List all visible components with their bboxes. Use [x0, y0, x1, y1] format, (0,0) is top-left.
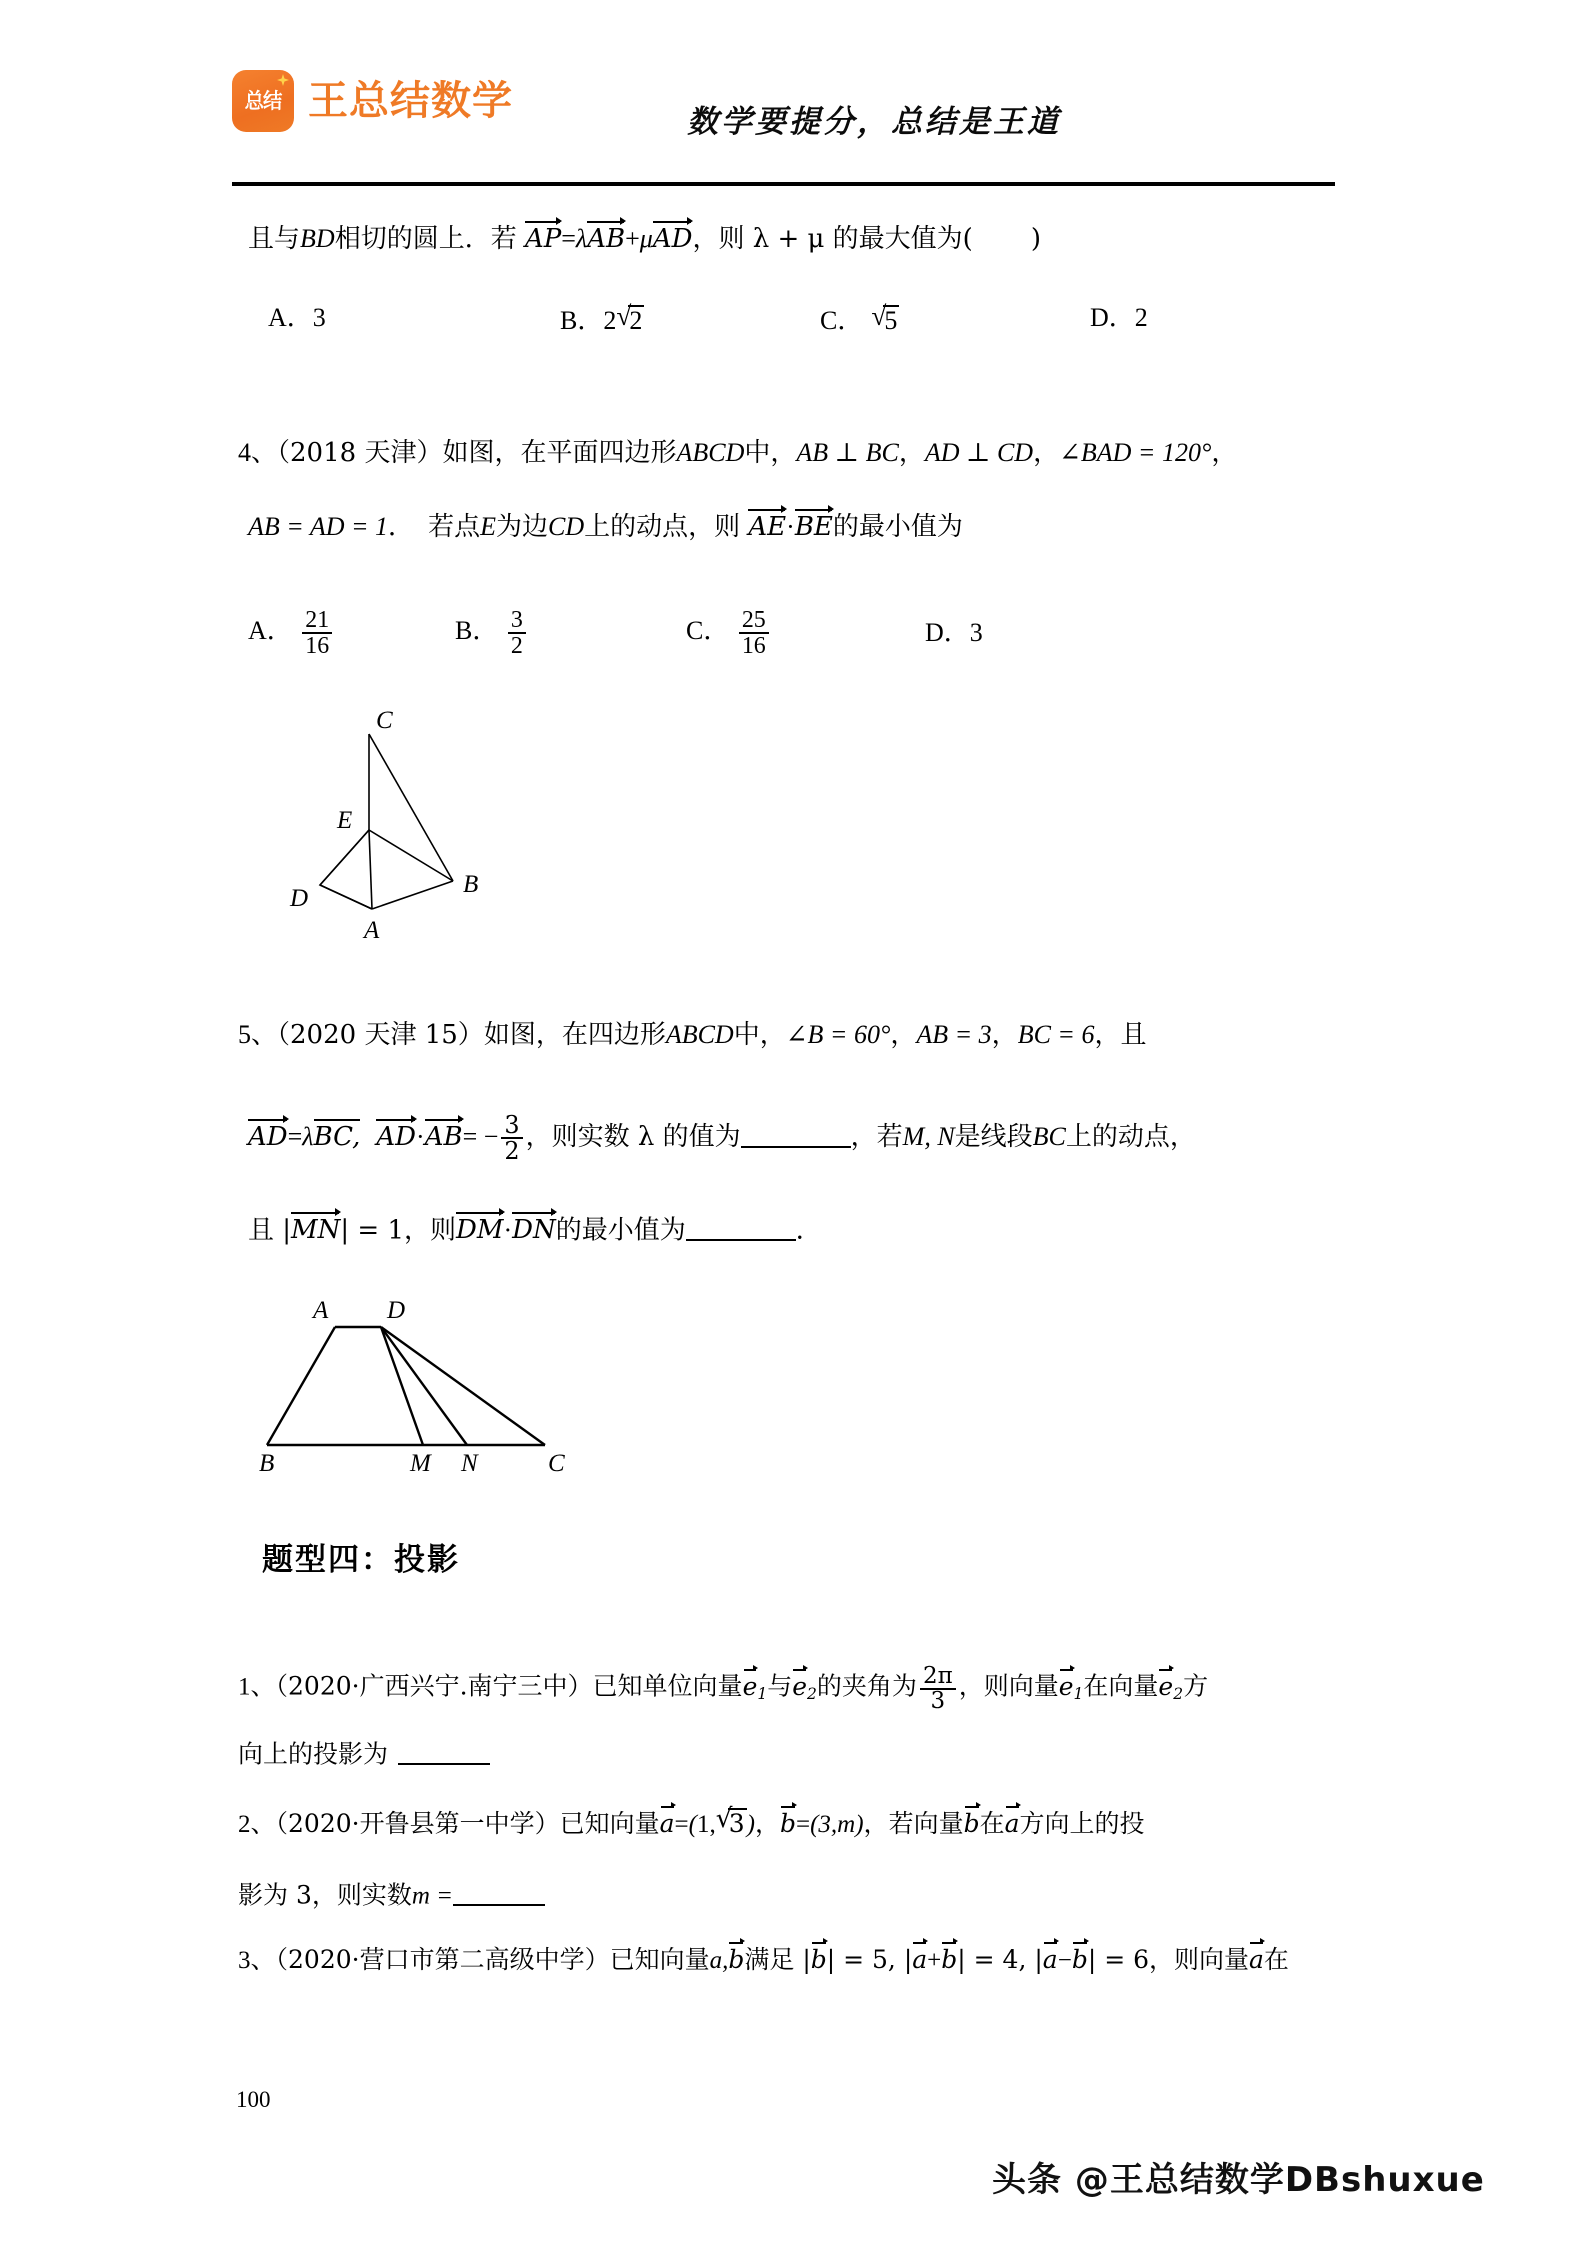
q5-eq-2: = −	[462, 1122, 499, 1152]
q5-label-d: D	[387, 1297, 406, 1324]
q3-continuation-line	[248, 224, 1041, 252]
q4-dot: ．	[388, 512, 415, 542]
q5-text-c: ，则实数 λ 的值为	[525, 1122, 741, 1153]
q4-option-b-label: B．	[455, 616, 499, 646]
vector-a-4: a	[1042, 1945, 1058, 1974]
q5-lambda: λ	[302, 1122, 314, 1152]
q3-option-b-label: B．	[560, 306, 604, 335]
page-header	[232, 62, 1335, 178]
q4-option-a-fraction: $\frac{21}{16}$	[302, 608, 332, 659]
q4-label-d: D	[290, 885, 309, 912]
q5-ab: AB = 3	[916, 1020, 992, 1049]
brand-name: 王总结数学	[308, 78, 513, 124]
q3-option-d[interactable]	[1090, 305, 1148, 331]
logo-badge-icon	[232, 70, 294, 132]
vector-ad-2: AD	[248, 1122, 288, 1153]
q4-cd: CD	[547, 512, 585, 541]
vector-b-2: b	[963, 1809, 980, 1838]
q4-line-2	[248, 512, 963, 540]
q3-lambda: λ	[575, 224, 588, 253]
q5-eq-1: =	[287, 1122, 303, 1152]
q5-label-m: M	[410, 1450, 431, 1477]
q5-period: ．	[795, 1215, 822, 1246]
q4-option-d[interactable]	[925, 620, 983, 646]
vector-a-5: a	[1249, 1945, 1264, 1974]
sparkle-icon	[277, 74, 289, 86]
q5-bc-2: BC	[1032, 1122, 1066, 1152]
q5-text-g: 且 |	[248, 1215, 292, 1246]
q4-abcd: ABCD	[676, 438, 745, 467]
q5-angle-b: ∠B = 60°	[785, 1020, 891, 1049]
q4-label-b: B	[463, 871, 479, 898]
q5-answer-blank-2[interactable]	[686, 1212, 796, 1241]
q5-label-n: N	[461, 1450, 478, 1477]
proj-q2-number: 2、	[238, 1811, 276, 1838]
q4-option-d-value: 3	[969, 618, 983, 647]
q5-comma-1: ，	[890, 1020, 917, 1050]
q4-ab-ad-eq: AB = AD = 1	[248, 512, 389, 541]
vector-a-2: a	[1004, 1809, 1020, 1838]
q4-label-c: C	[376, 707, 393, 734]
vector-a-3: a	[912, 1945, 928, 1974]
q3-mu: μ	[639, 224, 653, 253]
q5-cdot-1: ·	[416, 1122, 425, 1152]
proj-q3-source: （2020·营口市第二高级中学）	[275, 1945, 610, 1974]
q4-option-d-label: D．	[925, 618, 970, 647]
q3-option-a[interactable]	[268, 305, 326, 331]
vector-e2: e	[792, 1671, 808, 1701]
proj-q3-text-b: 满足 |	[744, 1945, 811, 1974]
vector-ad-3: AD	[376, 1122, 417, 1153]
proj-q3-plus: +	[927, 1947, 942, 1974]
q4-text-c: 若点	[428, 512, 481, 542]
proj-q1-line-1	[238, 1665, 1208, 1714]
proj-q2-comma-1: ，	[754, 1809, 780, 1838]
q4-angle-bad: ∠BAD = 120°	[1059, 438, 1212, 467]
q3-option-d-label: D．	[1090, 303, 1135, 332]
q5-text-h: | = 1，则	[340, 1215, 457, 1246]
q3-tail: ，则 λ + μ 的最大值为(	[692, 224, 973, 254]
q4-figure	[245, 685, 575, 960]
vector-ap: AP	[524, 224, 562, 254]
q3-option-c-label: C．	[820, 306, 864, 335]
section-heading: 题型四：投影	[262, 1542, 460, 1578]
q4-option-c-fraction: $\frac{25}{16}$	[739, 608, 769, 659]
proj-q1-answer-blank[interactable]	[398, 1737, 490, 1765]
vector-ab-2: AB	[424, 1122, 463, 1153]
proj-q1-e2-sub: 2	[807, 1685, 817, 1704]
q5-label-c: C	[548, 1450, 565, 1477]
q5-bc: BC = 6	[1017, 1020, 1095, 1049]
q5-figure	[235, 1285, 600, 1477]
proj-q1-source: （2020·广西兴宁.南宁三中）	[275, 1671, 593, 1701]
q3-option-c[interactable]: C． √ 5	[820, 305, 899, 334]
q3-tail-close: )	[1030, 224, 1041, 254]
q5-comma-2: ，	[991, 1020, 1018, 1050]
q4-comma-2: ，	[1033, 438, 1060, 468]
q4-text-f: 的最小值为	[832, 512, 963, 542]
proj-q2-answer-blank[interactable]	[453, 1878, 545, 1906]
proj-q2-eq-1: =	[674, 1811, 689, 1838]
q5-answer-blank-1[interactable]	[741, 1119, 851, 1148]
q4-text-b: 中，	[744, 438, 797, 468]
proj-q2-eq-2: =	[795, 1811, 811, 1838]
vector-a: a	[659, 1809, 675, 1838]
logo-badge-label: 总结	[244, 88, 282, 113]
vector-bc: BC,	[313, 1122, 361, 1153]
proj-q1-e1b-sub: 1	[1073, 1685, 1084, 1704]
q5-fraction: $\frac{3}{2}$	[501, 1113, 522, 1164]
q5-line-3	[248, 1212, 822, 1246]
watermark: 头条 @王总结数学DBshuxue	[992, 2160, 1485, 2200]
q3-option-a-label: A．	[268, 303, 313, 332]
q5-source: （2020 天津 15）	[277, 1020, 484, 1050]
proj-q3-text-d: | = 4, |	[957, 1945, 1043, 1974]
q4-cdot: ·	[786, 512, 795, 541]
proj-q2-line-1: 2、（2020·开鲁县第一中学）已知向量a=(1, √ 3)，b=(3,m)，若向量b在a方向上的投	[238, 1808, 1145, 1837]
q4-option-c-label: C．	[686, 616, 730, 646]
q4-number: 4、	[238, 438, 278, 467]
vector-mn: MN	[291, 1215, 341, 1246]
q5-text-i: 的最小值为	[555, 1215, 686, 1246]
vector-e1-b: e	[1058, 1671, 1074, 1701]
q5-line-1	[238, 1022, 1146, 1048]
proj-q1-text-e: 在向量	[1083, 1671, 1159, 1701]
proj-q2-source: （2020·开鲁县第一中学）	[275, 1809, 560, 1838]
q3-bd: BD	[300, 224, 335, 253]
brand-logo	[232, 70, 513, 132]
q5-label-a: A	[313, 1297, 329, 1324]
q5-comma-3: ，且	[1094, 1020, 1147, 1050]
proj-q3-text-e: | = 6，则向量	[1087, 1945, 1249, 1974]
proj-q1-text-c: 的夹角为	[816, 1671, 917, 1701]
q5-abcd: ABCD	[665, 1020, 734, 1049]
proj-q3-line-1	[238, 1946, 1289, 1973]
q5-cdot-2: ·	[503, 1215, 513, 1245]
proj-q2-text-e: 影为 3，则实数	[238, 1880, 412, 1910]
q3-plus: +	[625, 224, 640, 253]
proj-q3-number: 3、	[238, 1947, 276, 1974]
vector-dn: DN	[512, 1215, 556, 1246]
proj-q1-text-f: 方	[1183, 1671, 1209, 1701]
proj-q2-text-a: 已知向量	[559, 1809, 660, 1838]
proj-q2-line-2	[238, 1878, 545, 1908]
q4-text-d: 为边	[495, 512, 548, 542]
proj-q1-e2b-sub: 2	[1173, 1685, 1184, 1704]
q4-point-e: E	[480, 512, 496, 541]
proj-q1-number: 1、	[238, 1673, 276, 1701]
proj-q1-text-g: 向上的投影为	[238, 1739, 389, 1769]
q3-eq: =	[561, 224, 576, 253]
vector-ab: AB	[587, 224, 626, 254]
proj-q1-text-d: ，则向量	[958, 1671, 1059, 1701]
q4-text-e: 上的动点，则	[584, 512, 741, 542]
vector-ae: AE	[748, 512, 787, 542]
vector-e1: e	[742, 1671, 758, 1701]
q4-comma-1: ，	[898, 438, 925, 468]
q5-text-d: ，若	[850, 1122, 903, 1153]
vector-be: BE	[794, 512, 833, 542]
proj-q2-comma-2: ，	[863, 1809, 889, 1838]
vector-dm: DM	[456, 1215, 504, 1246]
q5-text-e: 是线段	[954, 1122, 1033, 1153]
q3-option-b[interactable]: B．2 √ 2	[560, 305, 644, 334]
q5-line-2	[248, 1113, 1196, 1164]
q5-number: 5、	[238, 1020, 278, 1049]
vector-b-5: b	[941, 1945, 958, 1974]
q5-label-b: B	[259, 1450, 275, 1477]
proj-q1-line-2	[238, 1737, 490, 1769]
q4-comma-3: ，	[1211, 438, 1238, 468]
q4-option-b-fraction: $\frac{3}{2}$	[508, 608, 526, 659]
header-divider	[232, 182, 1335, 186]
q3-prefix: 且与	[248, 224, 301, 254]
proj-q2-text-d: 方向上的投	[1019, 1809, 1145, 1838]
q3-option-d-value: 2	[1134, 303, 1148, 332]
q4-text-a: 如图，在平面四边形	[442, 438, 677, 468]
vector-b-4: b	[810, 1945, 827, 1974]
proj-q1-e1-sub: 1	[757, 1685, 768, 1704]
proj-q2-text-b: 若向量	[888, 1809, 964, 1838]
vector-e2-b: e	[1158, 1671, 1174, 1701]
brand-tagline: 数学要提分，总结是王道	[687, 104, 1061, 139]
vector-b: b	[779, 1809, 796, 1838]
q4-line-1	[238, 440, 1237, 466]
q3-mid: 相切的圆上．若	[334, 224, 517, 254]
proj-q3-text-a: 已知向量	[609, 1945, 710, 1974]
q5-text-b: 中，	[733, 1020, 786, 1050]
proj-q3-vec-a: a,	[709, 1947, 729, 1974]
q4-option-c[interactable]	[686, 608, 772, 659]
proj-q3-text-c: | = 5, |	[826, 1945, 913, 1974]
q5-mn-points: M, N	[902, 1122, 955, 1152]
proj-q2-m-eq: m =	[411, 1882, 454, 1910]
q4-label-a: A	[364, 917, 380, 944]
proj-q1-text-b: 与	[767, 1671, 793, 1701]
q5-figure-svg	[235, 1285, 600, 1470]
q4-option-b[interactable]	[455, 608, 529, 659]
q5-text-a: 如图，在四边形	[483, 1020, 666, 1050]
vector-ad: AD	[652, 224, 693, 254]
q4-figure-svg	[245, 685, 575, 960]
vector-b-6: b	[1071, 1945, 1088, 1974]
proj-q2-text-c: 在	[979, 1809, 1005, 1838]
q4-ad-perp-cd: AD ⊥ CD	[924, 438, 1034, 467]
proj-q3-text-f: 在	[1263, 1945, 1289, 1974]
proj-q3-minus: −	[1057, 1947, 1072, 1974]
page-number: 100	[236, 2087, 271, 2112]
q4-option-a-label: A．	[248, 616, 293, 646]
q5-text-f: 上的动点，	[1065, 1122, 1196, 1153]
q4-ab-perp-bc: AB ⊥ BC	[796, 438, 899, 467]
vector-b-3: b	[728, 1945, 745, 1974]
q4-option-a[interactable]	[248, 608, 335, 659]
q4-source: （2018 天津）	[277, 438, 443, 468]
q4-label-e: E	[337, 807, 353, 834]
q3-option-a-value: 3	[312, 303, 326, 332]
proj-q1-fraction: $\frac{2\pi}{3}$	[920, 1665, 956, 1714]
proj-q1-text-a: 已知单位向量	[592, 1671, 743, 1701]
